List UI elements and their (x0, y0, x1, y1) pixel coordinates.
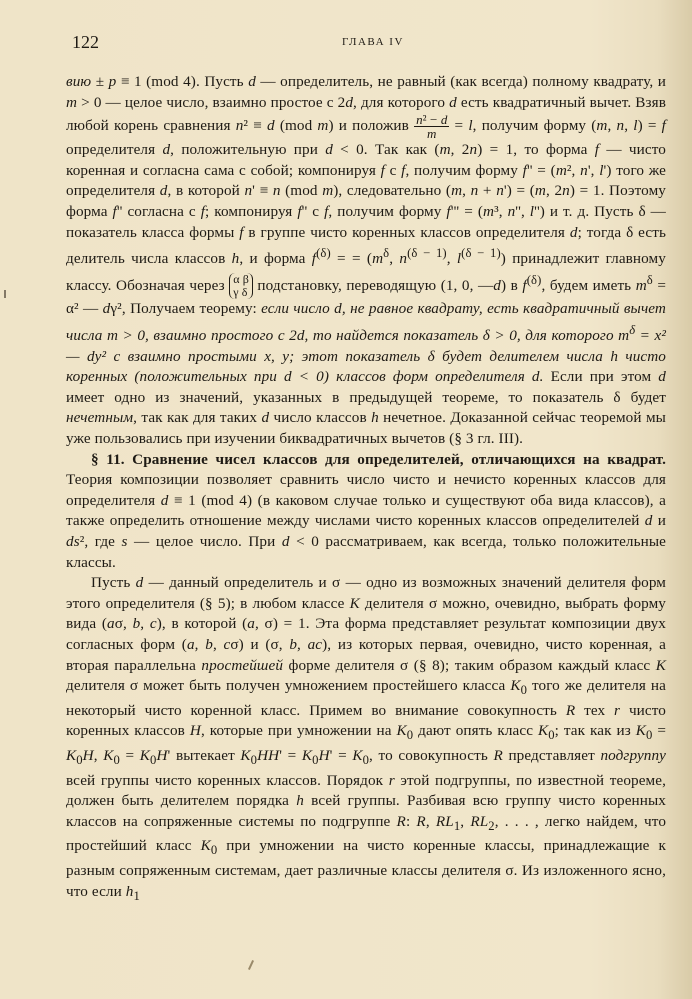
paragraph-1: вию ± p ≡ 1 (mod 4). Пусть d — определитель, не равный (как всегда) полному квадрату, и m > 0 — целое число, взаимно простое с 2d, для которого d есть квадратичный вычет. Взяв любой корень сравнения n² ≡ d (mod m) и положив $\frac{\text{n² − d}}{m}$ = l, получим форму (m, n, l) = f определителя d, положительную при d < 0. Так как (m, 2n) = 1, то форма f — чисто коренная и согласна сама с собой; компонируя f с f, получим форму f'' = (m², n', l') того же определителя d, в которой n' ≡ n (mod m), следовательно (m, n + n') = (m, 2n) = 1. Поэтому форма f'' согласна с f; компонируя f'' с f, получим форму f''' = (m³, n'', l'') и т. д. Пусть δ — показатель класса формы f в группе чисто коренных классов определителя d; тогда δ есть делитель числа классов h, и форма $f^{(\delta)}$ = = ($m^\delta$, $n^{(\delta - 1)}$, $l^{(\delta - 1)}$) принадлежит главному классу. Обозначая через α β γ δ подстановку, переводящую (1, 0, —d) в $f^{(\delta)}$, будем иметь $m^\delta = \alpha^2$ — dγ², Получаем теорему: если число d, не равное квадрату, есть квадратичный вычет числа m > 0, взаимно простого с 2d, то найдется показатель δ > 0, для которого $m^\delta = x^2$ — dy² с взаимно простыми x, y; этот показатель δ будет делителем числа h чисто коренных (положительных при d < 0) классов форм определителя d. Если при этом d имеет одно из значений, указанных в предыдущей теореме, то показатель δ будет нечетным, так как для таких d число классов h нечетное. Доказанной сейчас теоремой мы уже пользовались при изучении биквадратичных вычетов (§ 3 гл. III). (66, 73, 667, 448)
paragraph-3: Пусть d — данный определитель и σ — одно из возможных значений делителя форм этого определителя (§ 5); в любом классе K делителя σ можно, очевидно, выбрать форму вида (aσ, b, c), в которой (a, σ) = 1. Эта форма представляет результат композиции двух согласных форм (a, b, cσ) и (σ, b, ac), из которых первая, очевидно, чисто коренная, а вторая параллельна простейшей форме делителя σ (§ 8); таким образом каждый класс K делителя σ может быть получен умножением простейшего класса $K_0$ того же делителя на некоторый чисто коренной класс. Примем во внимание совокупность R тех r чисто коренных классов H, которые при умножении на $K_0$ дают опять класс $K_0$; так как из $K_0 = K_0H$, $K_0 = K_0H'$ вытекает $K_0HH' = K_0H' = K_0$, то совокупность R представляет подгруппу всей группы чисто коренных классов. Порядок r этой подгруппы, по известной теореме, должен быть делителем порядка h всей группы. Разбивая всю группу чисто коренных классов на сопряженные системы по подгруппе R: R, $RL_1$, $RL_2$, . . . , легко найдем, что простейший класс $K_0$ при умножении на чисто коренные классы, принадлежащие к разным сопряженным системам, дает различные классы делителя σ. Из изложенного ясно, что если $h_1$ (66, 574, 667, 903)
substitution-matrix: α β γ δ (229, 273, 253, 299)
body-text (66, 72, 666, 906)
page-number: 122 (72, 32, 99, 52)
fraction: $\frac{\text{n² − d}}{m}$ (416, 112, 448, 142)
pen-mark (248, 960, 254, 970)
section-heading: § 11. Сравнение чисел классов для определителей, отличающихся на квадрат. (91, 450, 666, 468)
book-page (58, 28, 666, 62)
margin-mark (4, 290, 6, 298)
running-head: ГЛАВА IV (342, 36, 404, 48)
page-header (58, 28, 666, 62)
paragraph-section-11: § 11. Сравнение чисел классов для определителей, отличающихся на квадрат. Теория композиции позволяет сравнить число чисто и нечисто коренных классов для определителя d ≡ 1 (mod 4) (в каковом случае только и существуют оба вида классов), а также определить отношение между числами чисто коренных классов определителей d и ds², где s — целое число. При d < 0 рассматриваем, как всегда, только положительные классы. (66, 450, 667, 571)
